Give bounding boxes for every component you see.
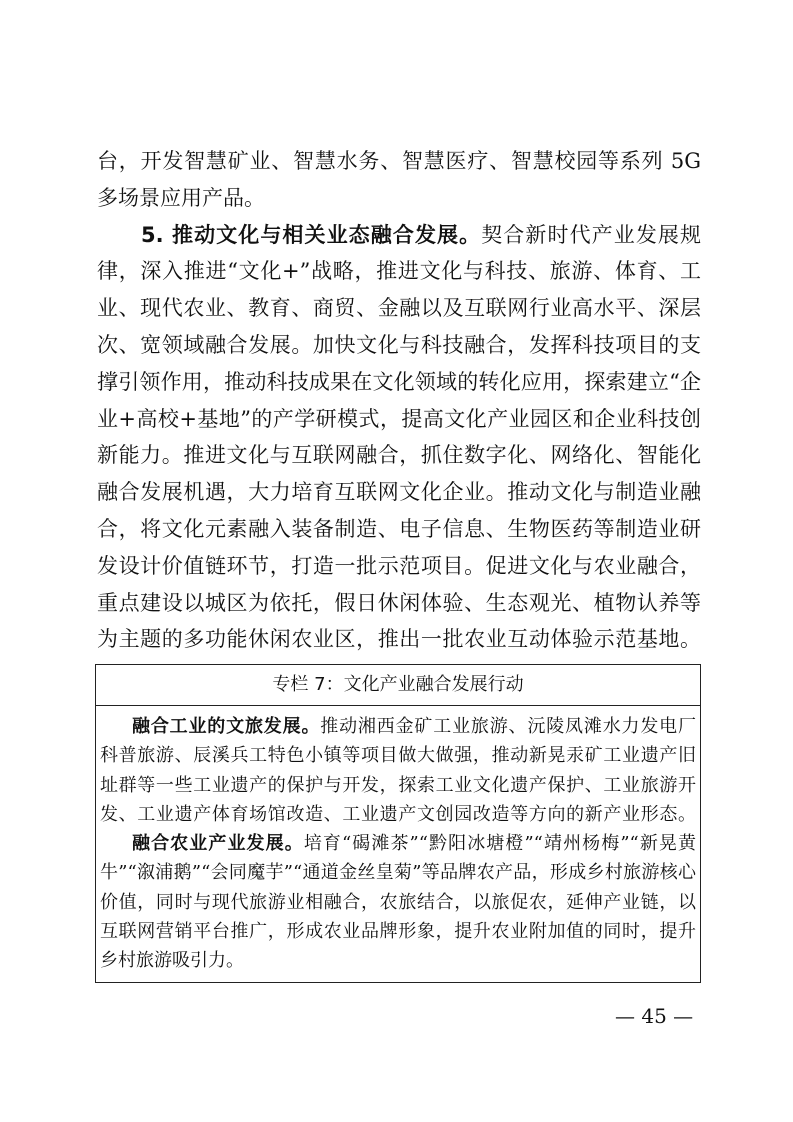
sidebar-box-column-7	[95, 664, 701, 983]
line-text: 发设计价值链环节，打造一批示范项目。促进文化与农业融合，	[97, 553, 701, 578]
text-line	[97, 437, 701, 474]
text-line	[97, 548, 701, 585]
line-text: 新能力。推进文化与互联网融合，抓住数字化、网络化、智能化	[97, 443, 701, 468]
text-line	[97, 621, 701, 658]
text-line	[100, 829, 696, 858]
text-line	[100, 712, 696, 741]
line-text: 多场景应用产品。	[97, 185, 265, 210]
text-line	[100, 858, 696, 887]
line-text: 为主题的多功能休闲农业区，推出一批农业互动体验示范基地。	[97, 627, 701, 652]
line-text: 推动湘西金矿工业旅游、沅陵凤滩水力发电厂	[320, 716, 697, 737]
text-line	[97, 217, 701, 254]
text-line	[100, 917, 696, 946]
line-text: 合，将文化元素融入装备制造、电子信息、生物医药等制造业研	[97, 516, 701, 541]
line-text: 科普旅游、辰溪兵工特色小镇等项目做大做强，推动新晃汞矿工业遗产旧	[100, 745, 696, 767]
text-line	[97, 585, 701, 622]
line-text: 乡村旅游吸引力。	[100, 950, 244, 972]
page-number: — 45 —	[615, 1004, 694, 1028]
box-title: 专栏 7：文化产业融合发展行动	[96, 665, 700, 706]
bold-lead: 5. 推动文化与相关业态融合发展。	[141, 222, 482, 247]
line-text: 次、宽领域融合发展。加快文化与科技融合，发挥科技项目的支	[97, 332, 701, 357]
text-line	[97, 327, 701, 364]
box-body	[96, 706, 700, 976]
line-text: 契合新时代产业发展规	[481, 222, 702, 247]
line-text: 发、工业遗产体育场馆改造、工业遗产文创园改造等方向的新产业形态。	[100, 803, 696, 825]
line-text: 撑引领作用，推动科技成果在文化领域的转化应用，探索建立“企	[97, 369, 701, 394]
line-text: 律，深入推进“文化+”战略，推进文化与科技、旅游、体育、工	[97, 259, 701, 284]
line-text: 业+高校+基地”的产学研模式，提高文化产业园区和企业科技创	[97, 406, 701, 431]
text-line	[100, 946, 696, 975]
text-line	[97, 511, 701, 548]
text-line	[100, 888, 696, 917]
text-line	[97, 364, 701, 401]
text-line	[97, 143, 701, 180]
line-text: 培育“碣滩茶”“黔阳冰塘橙”“靖州杨梅”“新晃黄	[303, 833, 697, 855]
body-text	[97, 143, 701, 658]
line-text: 址群等一些工业遗产的保护与开发，探索工业文化遗产保护、工业旅游开	[100, 774, 696, 796]
text-line	[97, 253, 701, 290]
line-text: 互联网营销平台推广，形成农业品牌形象，提升农业附加值的同时，提升	[100, 921, 696, 943]
line-text: 重点建设以城区为依托，假日休闲体验、生态观光、植物认养等	[97, 590, 701, 615]
text-line	[97, 290, 701, 327]
line-text: 融合发展机遇，大力培育互联网文化企业。推动文化与制造业融	[97, 480, 701, 505]
line-text: 牛”“溆浦鹅”“会同魔芋”“通道金丝皇菊”等品牌农产品，形成乡村旅游核心	[100, 862, 696, 884]
text-line	[97, 474, 701, 511]
line-text: 价值，同时与现代旅游业相融合，农旅结合，以旅促农，延伸产业链，以	[100, 891, 696, 913]
bold-lead: 融合农业产业发展。	[132, 833, 304, 855]
bold-lead: 融合工业的文旅发展。	[132, 716, 321, 737]
line-text: 业、现代农业、教育、商贸、金融以及互联网行业高水平、深层	[97, 296, 701, 321]
line-text: 台，开发智慧矿业、智慧水务、智慧医疗、智慧校园等系列 5G	[97, 149, 701, 173]
text-line	[97, 401, 701, 438]
text-line	[97, 180, 701, 217]
text-line	[100, 741, 696, 770]
text-line	[100, 771, 696, 800]
text-line	[100, 800, 696, 829]
